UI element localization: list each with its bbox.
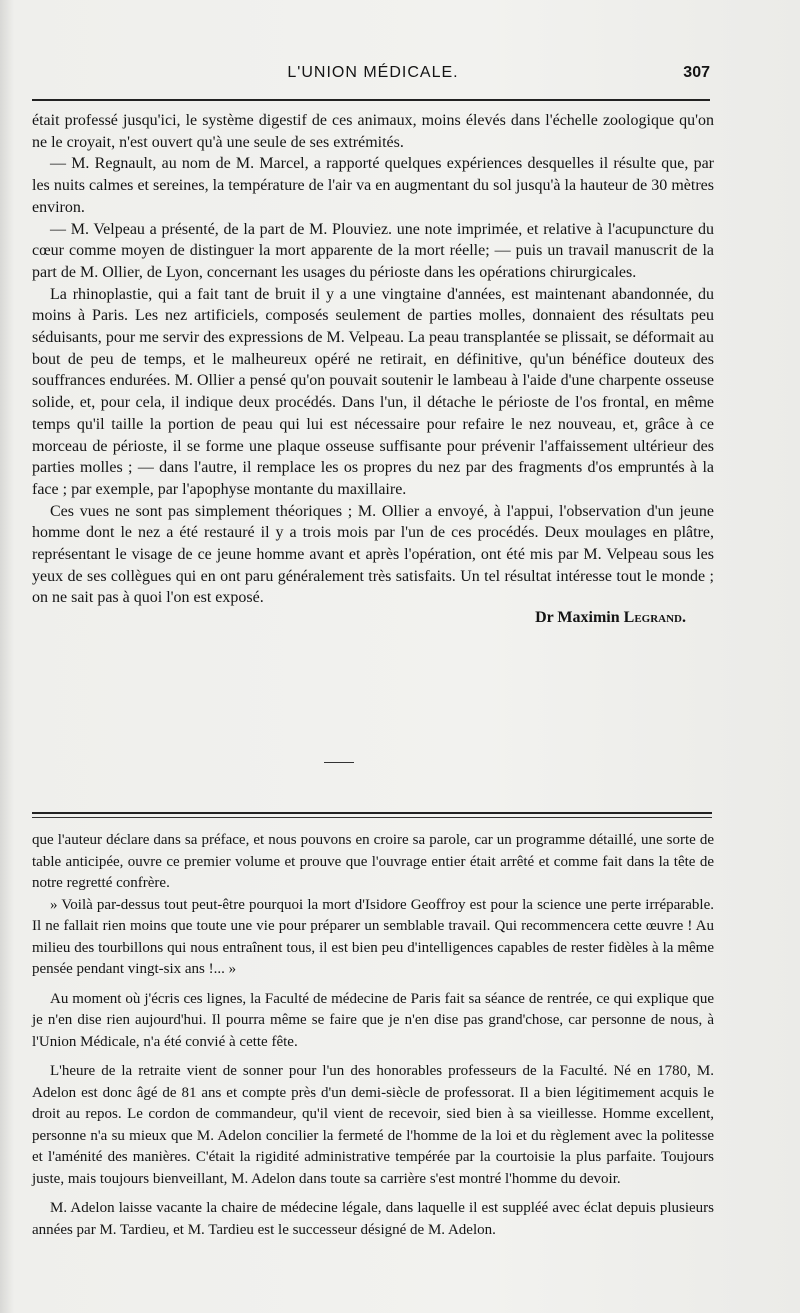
paragraph: Ces vues ne sont pas simplement théoriques ; M. Ollier a envoyé, à l'appui, l'observation d'un jeune homme dont le nez a été restauré il y a trois mois par l'un de ces procédés. Deux moulages en plâtre, représentant le visage de ce jeune homme avant et après l'opération, ont été mis par M. Velpeau sous les yeux de ses collègues qui en ont paru généralement très satisfaits. Un tel résultat intéresse tout le monde ; on ne sait pas à quoi l'on est exposé. [32,502,714,607]
author-signature [32,607,714,629]
paragraph: — M. Regnault, au nom de M. Marcel, a rapporté quelques expériences desquelles il résulte que, par les nuits calmes et sereines, la température de l'air va en augmentant du sol jusqu'à la hauteur de 30 mètres environ. [32,155,714,216]
running-header [32,60,714,90]
lower-feuilleton [32,830,714,1241]
signature-name: Legrand. [623,609,686,627]
feuilleton-rule [32,812,712,814]
feuilleton-rule-thin [32,817,712,818]
paragraph: Au moment où j'écris ces lignes, la Faculté de médecine de Paris fait sa séance de rentrée, ce qui explique que je n'en dise rien aujourd'hui. Il pourra même se faire que je n'en dise pas grand'chose, car personne de nous, à l'Union Médicale, n'a été convié à cette fête. [32,990,714,1050]
upper-article [32,110,714,629]
paragraph: M. Adelon laisse vacante la chaire de médecine légale, dans laquelle il est suppléé avec éclat depuis plusieurs années par M. Tardieu, et M. Tardieu est le successeur désigné de M. Adelon. [32,1200,714,1238]
section-divider [324,762,354,763]
page-number: 307 [683,64,710,81]
paragraph: — M. Velpeau a présenté, de la part de M. Plouviez. une note imprimée, et relative à l'acupuncture du cœur comme moyen de distinguer la mort apparente de la mort réelle; — puis un travail manuscrit de la part de M. Ollier, de Lyon, concernant les usages du périoste dans les opérations chirurgicales. [32,220,714,281]
signature-prefix: Dr Maximin [535,609,624,627]
paragraph: » Voilà par-dessus tout peut-être pourquoi la mort d'Isidore Geoffroy est pour la science une perte irréparable. Il ne fallait rien moins que toute une vie pour préparer un semblable travail. Qui recommencera cette œuvre ! Au milieu des tourbillons qui nous entraînent tous, il est bien peu d'intelligences capables de rester fidèles à la même pensée pendant vingt-six ans !... » [32,896,714,977]
header-rule [32,99,710,101]
paragraph: La rhinoplastie, qui a fait tant de bruit il y a une vingtaine d'années, est maintenant abandonnée, du moins à Paris. Les nez artificiels, composés seulement de parties molles, donnaient des résultats peu séduisants, pour me servir des expressions de M. Velpeau. La peau transplantée se plissait, se déformait au bout de peu de temps, et le malheureux opéré ne retirait, en définitive, qu'un bénéfice douteux des souffrances endurées. M. Ollier a pensé qu'on pouvait soutenir le lambeau à l'aide d'une charpente osseuse solide, et, pour cela, il indique deux procédés. Dans l'un, il détache le périoste de l'os frontal, en même temps qu'il taille la portion de peau qui lui est nécessaire pour refaire le nez nouveau, et, grâce à ce morceau de périoste, il se forme une plaque osseuse suffisante pour prévenir l'affaissement ultérieur des parties molles ; — dans l'autre, il remplace les os propres du nez par des fragments d'os empruntés à la face ; par exemple, par l'apophyse montante du maxillaire. [32,285,714,498]
paragraph: était professé jusqu'ici, le système digestif de ces animaux, moins élevés dans l'échelle zoologique qu'on ne le croyait, n'est ouvert qu'à une seule de ses extrémités. [32,112,714,151]
paragraph: L'heure de la retraite vient de sonner pour l'un des honorables professeurs de la Faculté. Né en 1780, M. Adelon est donc âgé de 81 ans et compte près d'un demi-siècle de professorat. Il a bien légitimement acquis le droit au repos. Le cordon de commandeur, qu'il vient de recevoir, sied bien à sa vieillesse. Homme excellent, personne n'a su mieux que M. Adelon concilier la fermeté de l'homme de la loi et du règlement avec la politesse et l'aménité des manières. C'était la rigidité administrative tempérée par la courtoisie la plus parfaite. Toujours juste, mais toujours bienveillant, M. Adelon dans toute sa carrière s'est montré l'homme du devoir. [32,1063,714,1187]
journal-title: L'UNION MÉDICALE. [287,64,459,81]
paragraph: que l'auteur déclare dans sa préface, et nous pouvons en croire sa parole, car un programme détaillé, une sorte de table anticipée, ouvre ce premier volume et prouve que l'ouvrage entier était arrêté et comme fait dans la tête de notre regretté confrère. [32,832,714,891]
